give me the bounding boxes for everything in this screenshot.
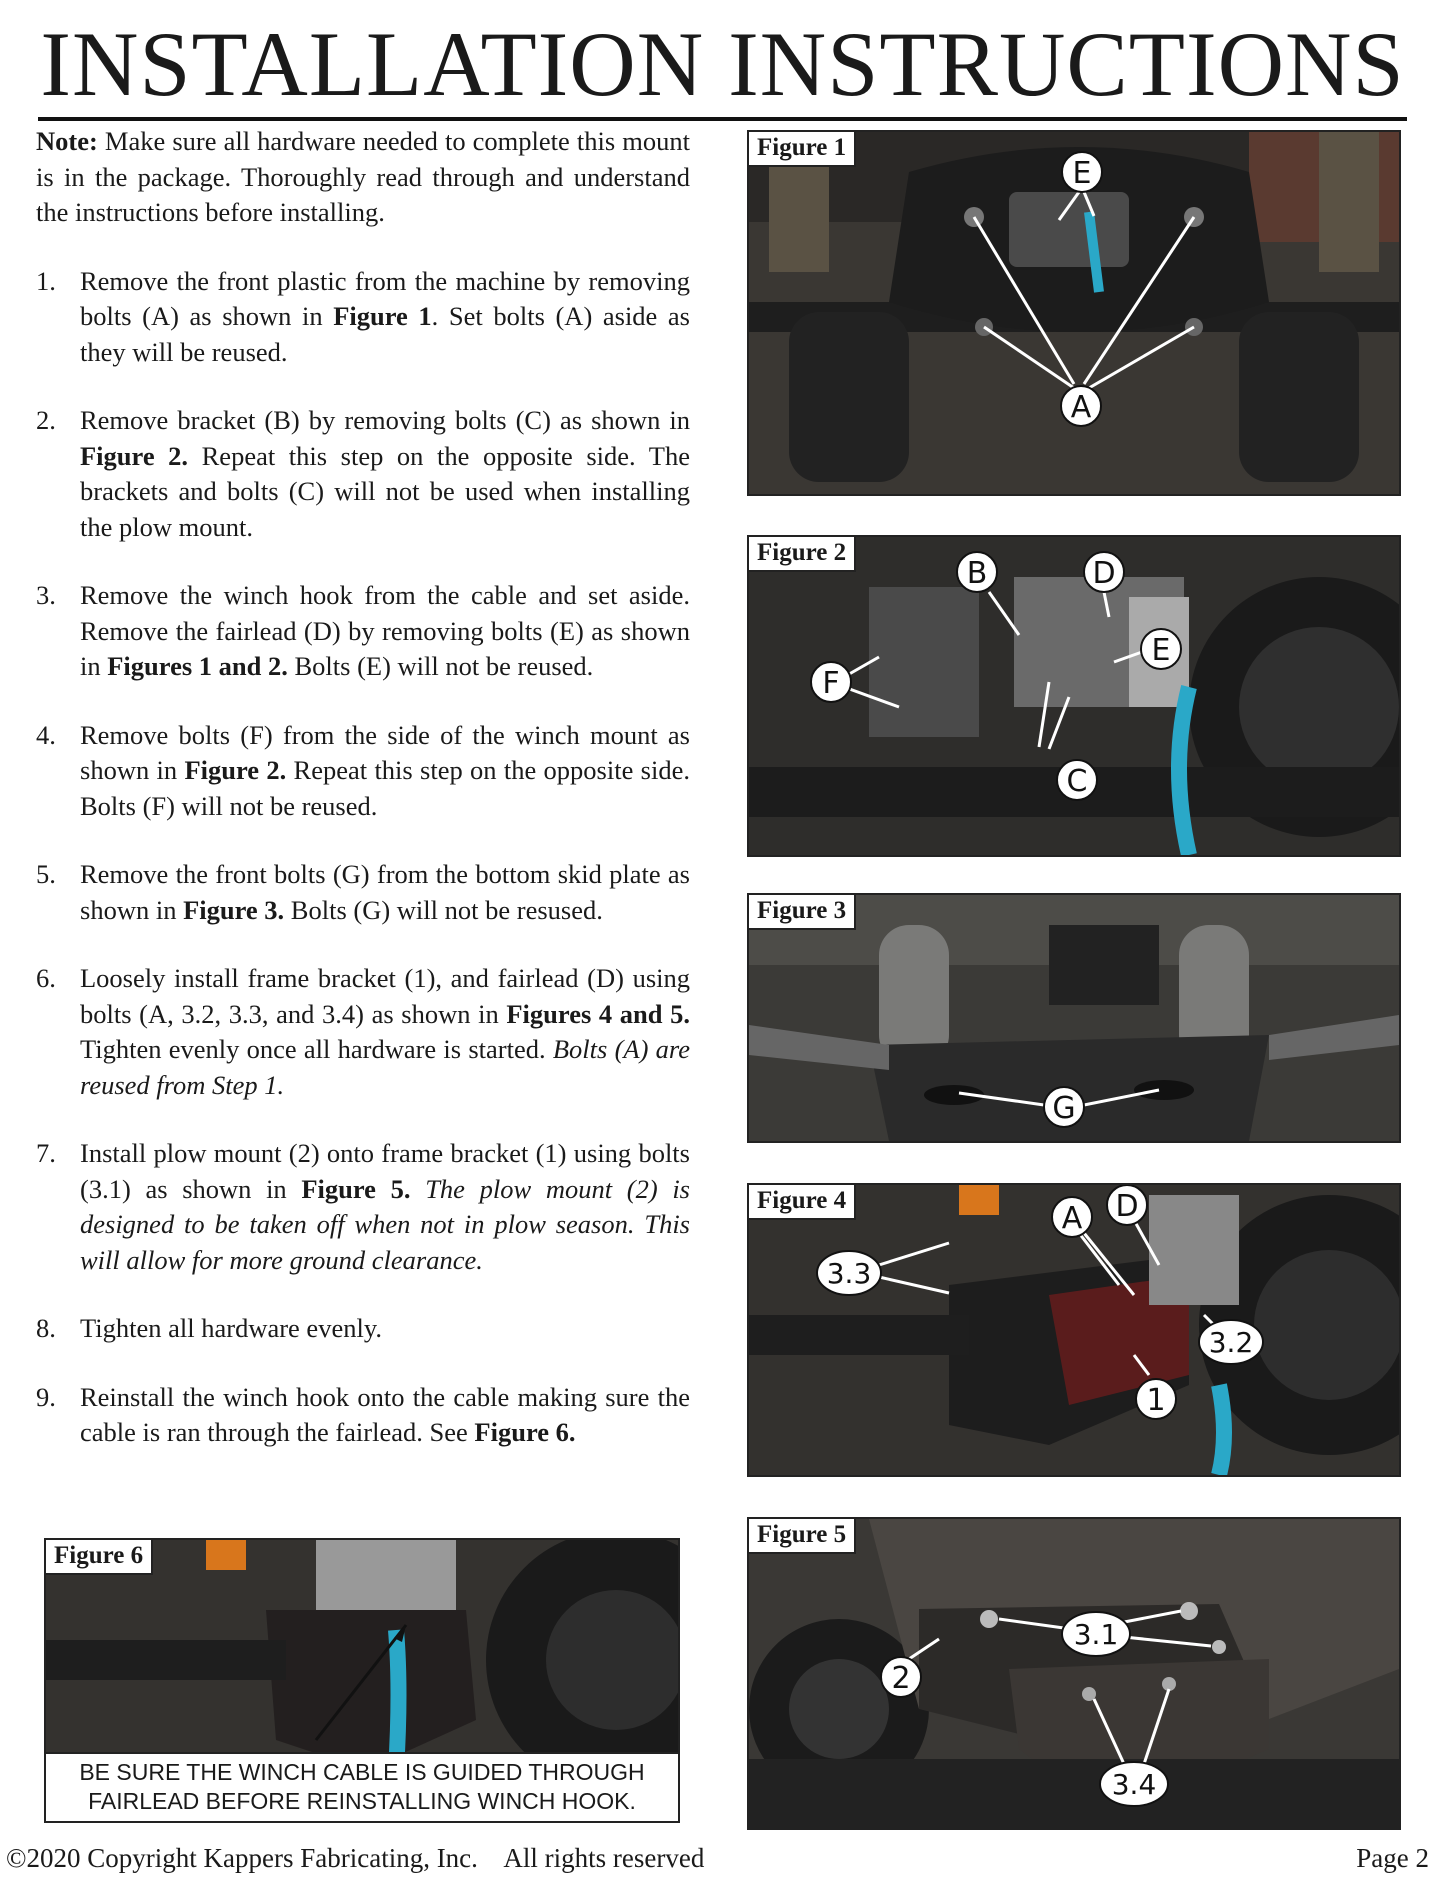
step-text bbox=[80, 1380, 690, 1451]
step-text-part: Tighten evenly once all hardware is started. bbox=[80, 1034, 553, 1064]
step-text-part: Repeat this step on the opposite side. The brackets and bolts (C) will not be used when installing the plow mount. bbox=[80, 440, 690, 542]
step-text bbox=[80, 578, 690, 685]
step-number: 3. bbox=[36, 580, 56, 610]
step-text-part bbox=[411, 1174, 426, 1204]
step-text-part: Repeat this step on the opposite side. Bolts (F) will not be reused. bbox=[80, 755, 690, 821]
figure-3-photo bbox=[749, 895, 1399, 1141]
figure-reference: Figures 4 and 5. bbox=[506, 998, 691, 1029]
step-3 bbox=[36, 578, 690, 685]
step-text-part: Remove bolts (F) from the side of the winch mount as shown in bbox=[80, 719, 690, 785]
step-number: 6. bbox=[36, 963, 56, 993]
step-7 bbox=[36, 1136, 690, 1278]
step-text-part: Tighten all hardware evenly. bbox=[80, 1313, 382, 1343]
figure-reference: Figure 2. bbox=[184, 755, 287, 785]
page-title: INSTALLATION INSTRUCTIONS bbox=[0, 18, 1445, 110]
figure-6 bbox=[44, 1538, 680, 1823]
step-text-part: Remove bracket (B) by removing bolts (C) as shown in bbox=[80, 405, 690, 435]
step-8 bbox=[36, 1311, 690, 1347]
fig2-callout-d: D bbox=[1092, 556, 1116, 591]
step-6 bbox=[36, 961, 690, 1103]
step-text-part: Loosely install frame bracket (1), and fairlead (D) using bolts (A, 3.2, 3.3, and 3.4) as shown in bbox=[80, 963, 690, 1029]
step-number: 8. bbox=[36, 1313, 56, 1343]
note-text: Make sure all hardware needed to complete this mount is in the package. Thoroughly read through and understand the instructions before installing. bbox=[36, 126, 690, 227]
step-text-part: Remove the winch hook from the cable and set aside. Remove the fairlead (D) by removing bolts (E) as shown in bbox=[80, 580, 690, 681]
step-2 bbox=[36, 403, 690, 545]
step-text bbox=[80, 403, 690, 545]
step-number: 9. bbox=[36, 1381, 56, 1412]
step-1 bbox=[36, 264, 690, 371]
fig4-callout-a: A bbox=[1061, 1201, 1083, 1236]
figure-6-caption-line-1: BE SURE THE WINCH CABLE IS GUIDED THROUGH bbox=[79, 1759, 645, 1785]
steps-list bbox=[36, 264, 690, 1451]
step-number: 2. bbox=[36, 405, 56, 435]
italic-note: The plow mount (2) is designed to be taken off when not in plow season. This will allow for more ground clearance. bbox=[80, 1173, 690, 1275]
step-text-part: Bolts (G) will not be resused. bbox=[284, 894, 603, 925]
figure-reference: Figure 3. bbox=[183, 894, 285, 925]
fig5-callout-3-1: 3.1 bbox=[1073, 1618, 1119, 1651]
step-number: 5. bbox=[36, 859, 56, 889]
step-text bbox=[80, 857, 690, 928]
note-label: Note: bbox=[36, 126, 98, 156]
italic-note: Bolts (A) are reused from Step 1. bbox=[80, 1034, 690, 1100]
step-text-part: Install plow mount (2) onto frame bracket (1) using bolts (3.1) as shown in bbox=[80, 1138, 690, 1204]
figure-reference: Figure 6. bbox=[474, 1417, 576, 1447]
figure-4 bbox=[747, 1183, 1401, 1477]
fig4-callout-3-3: 3.3 bbox=[826, 1257, 872, 1290]
step-text-part: Reinstall the winch hook onto the cable making sure the cable is ran through the fairlead. See bbox=[80, 1381, 690, 1447]
copyright-footer: ©2020 Copyright Kappers Fabricating, Inc. All rights reserved bbox=[6, 1843, 705, 1873]
figure-1-label: Figure 1 bbox=[749, 132, 856, 167]
step-5 bbox=[36, 857, 690, 928]
figure-5 bbox=[747, 1517, 1401, 1830]
figure-5-photo bbox=[749, 1519, 1399, 1828]
step-text bbox=[80, 718, 690, 825]
figure-4-photo bbox=[749, 1185, 1399, 1475]
fig4-callout-d: D bbox=[1115, 1189, 1139, 1224]
figure-4-label: Figure 4 bbox=[749, 1185, 856, 1220]
figure-6-caption-line-2: FAIRLEAD BEFORE REINSTALLING WINCH HOOK. bbox=[88, 1788, 636, 1814]
figure-5-label: Figure 5 bbox=[749, 1519, 856, 1554]
fig2-callout-c: C bbox=[1066, 764, 1088, 799]
fig5-callout-2: 2 bbox=[891, 1661, 911, 1696]
figure-2-photo bbox=[749, 537, 1399, 855]
step-4 bbox=[36, 718, 690, 825]
fig1-callout-e: E bbox=[1072, 156, 1092, 191]
step-9 bbox=[36, 1380, 690, 1451]
step-text bbox=[80, 961, 690, 1103]
fig2-callout-e: E bbox=[1151, 633, 1171, 668]
figure-reference: Figure 2. bbox=[80, 440, 189, 471]
step-text bbox=[80, 1311, 690, 1347]
figure-2 bbox=[747, 535, 1401, 857]
step-text bbox=[80, 1136, 690, 1278]
figure-reference: Figures 1 and 2. bbox=[107, 651, 288, 681]
figure-1-photo bbox=[749, 132, 1399, 494]
step-text bbox=[80, 264, 690, 371]
instructions-column bbox=[36, 124, 690, 1451]
fig2-callout-f: F bbox=[822, 666, 840, 701]
step-text-part: Bolts (E) will not be reused. bbox=[287, 651, 594, 681]
step-number: 4. bbox=[36, 719, 56, 750]
fig3-callout-g: G bbox=[1052, 1091, 1076, 1126]
step-number: 7. bbox=[36, 1138, 56, 1168]
note-paragraph bbox=[36, 124, 690, 231]
step-text-part: . Set bolts (A) aside as they will be reused. bbox=[80, 301, 690, 367]
figure-6-label: Figure 6 bbox=[46, 1540, 153, 1575]
figure-2-label: Figure 2 bbox=[749, 537, 856, 572]
figure-3-label: Figure 3 bbox=[749, 895, 856, 930]
figure-reference: Figure 1 bbox=[333, 301, 432, 331]
figure-6-caption bbox=[46, 1752, 678, 1821]
fig1-callout-a: A bbox=[1070, 390, 1092, 425]
page-number: Page 2 bbox=[1356, 1843, 1429, 1873]
fig4-callout-1: 1 bbox=[1146, 1383, 1166, 1418]
step-text-part: Remove the front bolts (G) from the bottom skid plate as shown in bbox=[80, 859, 690, 925]
step-text-part: Remove the front plastic from the machine by removing bolts (A) as shown in bbox=[80, 265, 690, 331]
fig5-callout-3-4: 3.4 bbox=[1111, 1768, 1157, 1801]
figure-reference: Figure 5. bbox=[301, 1173, 411, 1204]
fig2-callout-b: B bbox=[966, 556, 988, 591]
fig4-callout-3-2: 3.2 bbox=[1208, 1326, 1254, 1359]
step-number: 1. bbox=[36, 265, 56, 296]
figure-1 bbox=[747, 130, 1401, 496]
figure-3 bbox=[747, 893, 1401, 1143]
